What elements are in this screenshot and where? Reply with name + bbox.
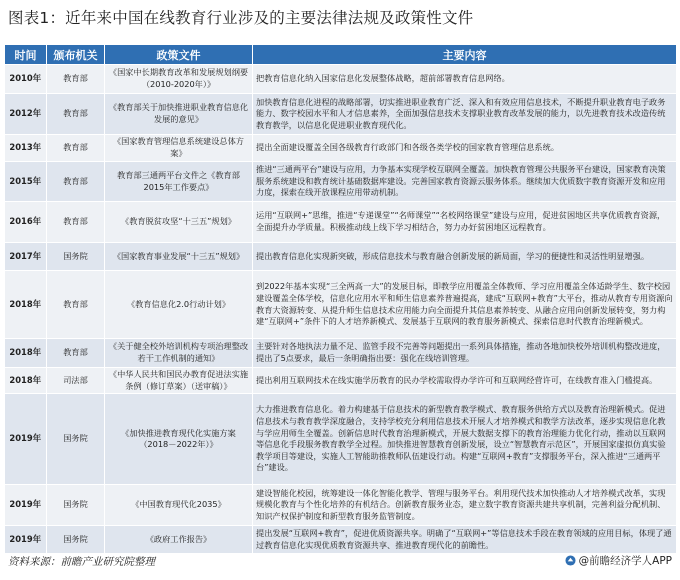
row-year: 2015年 <box>5 162 47 202</box>
row-org: 国务院 <box>47 243 105 271</box>
row-content: 提出教育信息化实现新突破，形成信息技术与教育融合创新发展的新局面，学习的便捷性和灵活性明显增强。 <box>253 243 677 271</box>
row-year: 2016年 <box>5 202 47 243</box>
table-row <box>5 368 677 394</box>
table-row <box>5 394 677 485</box>
row-org: 国务院 <box>47 394 105 485</box>
row-content: 加快教育信息化进程的战略部署，切实推进职业教育广泛、深入和有效应用信息技术，不断提升职业教育电子政务能力、数字校园水平和人才信息素养，全面加强信息技术支撑职业教育改革发展的能力，以先进教育技术改造传统教育教学，以信息化促进职业教育现代化。 <box>253 94 677 135</box>
row-year: 2019年 <box>5 485 47 526</box>
row-doc: 教育部三通两平台文件之《教育部2015年工作要点》 <box>105 162 253 202</box>
row-org: 教育部 <box>47 65 105 94</box>
row-content: 主要针对各地执法力量不足、监管手段不完善等问题提出一系列具体措施，推动各地加快校外培训机构整改进度，提出了5点要求，最后一条明确指出要：强化在线培训管理。 <box>253 339 677 368</box>
row-org: 国务院 <box>47 526 105 554</box>
row-doc: 《国家中长期教育改革和发展规划纲要（2010-2020年）》 <box>105 65 253 94</box>
row-year: 2012年 <box>5 94 47 135</box>
row-doc: 《教育信息化2.0行动计划》 <box>105 271 253 339</box>
header-doc: 政策文件 <box>105 45 253 65</box>
table-row <box>5 65 677 94</box>
row-year: 2010年 <box>5 65 47 94</box>
header-content: 主要内容 <box>253 45 677 65</box>
row-org: 教育部 <box>47 135 105 162</box>
table-header-row <box>5 45 677 65</box>
row-year: 2018年 <box>5 271 47 339</box>
source-note: 资料来源：前瞻产业研究院整理 <box>8 556 155 568</box>
row-content: 提出利用互联网技术在线实施学历教育的民办学校需取得办学许可和互联网经营许可，在线教育准入门槛提高。 <box>253 368 677 394</box>
row-doc: 《加快推进教育现代化实施方案（2018－2022年）》 <box>105 394 253 485</box>
row-org: 教育部 <box>47 271 105 339</box>
page-title: 图表1：近年来中国在线教育行业涉及的主要法律法规及政策性文件 <box>8 9 474 27</box>
header-year: 时间 <box>5 45 47 65</box>
brand-logo-icon <box>565 555 576 566</box>
table-row <box>5 202 677 243</box>
row-doc: 《国家教育事业发展“十三五”规划》 <box>105 243 253 271</box>
row-content: 提出全面建设覆盖全国各级教育行政部门和各级各类学校的国家教育管理信息系统。 <box>253 135 677 162</box>
table-row <box>5 271 677 339</box>
row-doc: 《关于健全校外培训机构专项治理整改若干工作机制的通知》 <box>105 339 253 368</box>
row-year: 2013年 <box>5 135 47 162</box>
row-org: 教育部 <box>47 339 105 368</box>
row-doc: 《教育脱贫攻坚“十三五”规划》 <box>105 202 253 243</box>
row-doc: 《中国教育现代化2035》 <box>105 485 253 526</box>
table-row <box>5 162 677 202</box>
row-org: 国务院 <box>47 485 105 526</box>
row-doc: 《教育部关于加快推进职业教育信息化发展的意见》 <box>105 94 253 135</box>
table-row <box>5 94 677 135</box>
row-org: 教育部 <box>47 94 105 135</box>
row-content: 建设智能化校园，统筹建设一体化智能化教学、管理与服务平台。利用现代技术加快推动人才培养模式改革，实现规模化教育与个性化培养的有机结合。创新教育服务业态，建立数字教育资源共建共享机制，完善利益分配机制、知识产权保护制度和新型教育服务监管制度。 <box>253 485 677 526</box>
row-doc: 《中华人民共和国民办教育促进法实施条例（修订草案）（送审稿）》 <box>105 368 253 394</box>
row-doc: 《政府工作报告》 <box>105 526 253 554</box>
table-row <box>5 135 677 162</box>
row-year: 2018年 <box>5 339 47 368</box>
row-content: 运用“互联网+”思维，推进“专递课堂”“名师课堂”“名校网络课堂”建设与应用，促进贫困地区共享优质教育资源，全面提升办学质量。积极推动线上线下学习相结合，努力办好贫困地区远程教育。 <box>253 202 677 243</box>
table-row <box>5 485 677 526</box>
row-org: 教育部 <box>47 162 105 202</box>
row-org: 教育部 <box>47 202 105 243</box>
row-year: 2018年 <box>5 368 47 394</box>
brand-attribution <box>565 553 672 568</box>
table-row <box>5 243 677 271</box>
row-org: 司法部 <box>47 368 105 394</box>
policy-table <box>4 44 677 554</box>
row-content: 大力推进教育信息化。着力构建基于信息技术的新型教育教学模式、教育服务供给方式以及教育治理新模式。促进信息技术与教育教学深度融合，支持学校充分利用信息技术开展人才培养模式和教学方法改革，逐步实现信息化教与学应用师生全覆盖。创新信息时代教育治理新模式，开展大数据支撑下的教育治理能力优化行动，推动以互联网等信息化手段服务教育教学全过程。加快推进智慧教育创新发展，设立“智慧教育示范区”，开展国家虚拟仿真实验教学项目等建设，实施人工智能助推教师队伍建设行动。构建“互联网+教育”支撑服务平台，深入推进“三通两平台”建设。 <box>253 394 677 485</box>
row-content: 把教育信息化纳入国家信息化发展整体战略，超前部署教育信息网络。 <box>253 65 677 94</box>
row-content: 推进“三通两平台”建设与应用，力争基本实现学校互联网全覆盖。加快教育管理公共服务平台建设，国家教育决策服务系统建设和教育统计基础数据库建设。完善国家教育资源云服务体系。继续加大优质数字教育资源开发和应用力度，探索在线开放课程应用带动机制。 <box>253 162 677 202</box>
row-doc: 《国家教育管理信息系统建设总体方案》 <box>105 135 253 162</box>
row-year: 2019年 <box>5 394 47 485</box>
table-row <box>5 339 677 368</box>
row-content: 提出发展“互联网+教育”，促进优质资源共享。明确了“互联网+”等信息技术手段在教育领域的应用目标，体现了通过教育信息化实现优质教育资源共享、推进教育现代化的前瞻性。 <box>253 526 677 554</box>
brand-text: @前瞻经济学人APP <box>578 555 672 567</box>
table-row <box>5 526 677 554</box>
header-org: 颁布机关 <box>47 45 105 65</box>
row-content: 到2022年基本实现“三全两高一大”的发展目标，即教学应用覆盖全体教师、学习应用覆盖全体适龄学生、数字校园建设覆盖全体学校，信息化应用水平和师生信息素养普遍提高，建成“互联网+教育”大平台，推动从教育专用资源向教育大资源转变、从提升师生信息技术应用能力向全面提升其信息素养转变、从融合应用向创新发展转变，努力构建“互联网+”条件下的人才培养新模式、发展基于互联网的教育服务新模式、探索信息时代教育治理新模式。 <box>253 271 677 339</box>
row-year: 2019年 <box>5 526 47 554</box>
row-year: 2017年 <box>5 243 47 271</box>
